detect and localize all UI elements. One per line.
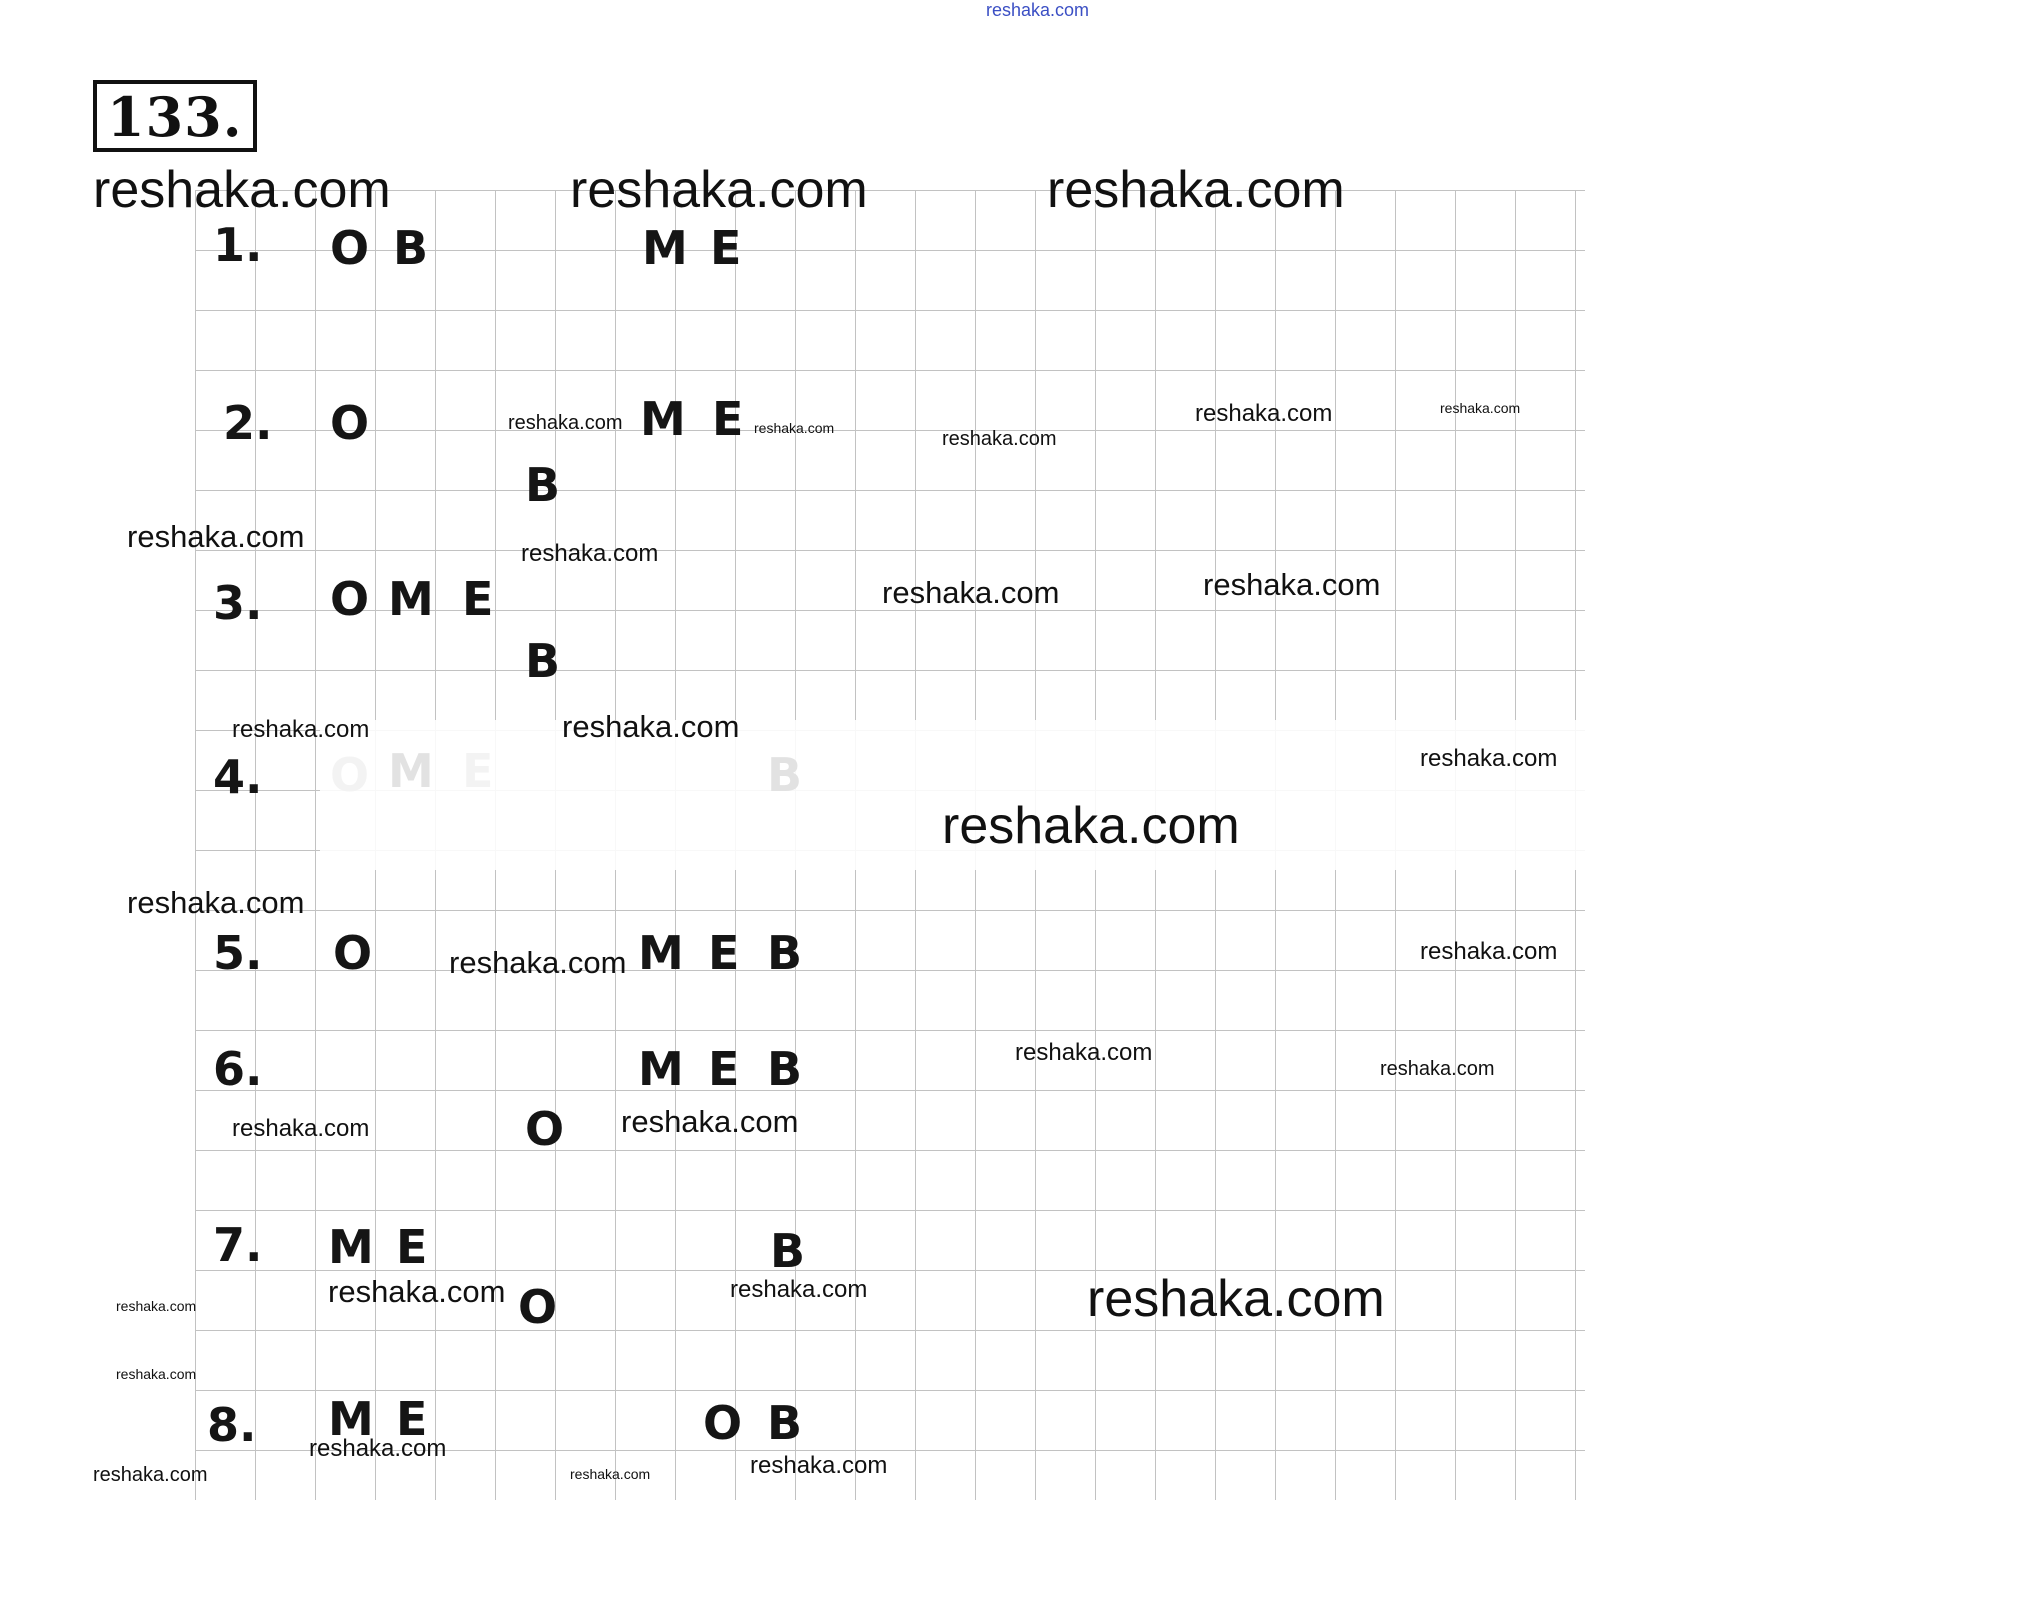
row-7-number: 7. bbox=[213, 1218, 263, 1272]
watermark: reshaka.com bbox=[449, 945, 627, 980]
watermark: reshaka.com bbox=[621, 1104, 799, 1139]
watermark: reshaka.com bbox=[508, 412, 623, 434]
row-1-letter-4: Е bbox=[710, 221, 742, 275]
row-6-letter-1: М bbox=[638, 1042, 684, 1096]
row-8-letter-1: М bbox=[328, 1392, 374, 1446]
row-1-letter-1: О bbox=[330, 221, 370, 275]
row-2-number: 2. bbox=[223, 396, 273, 450]
watermark: reshaka.com bbox=[942, 428, 1057, 450]
watermark: reshaka.com bbox=[1420, 745, 1558, 772]
watermark: reshaka.com bbox=[1047, 161, 1345, 219]
watermark: reshaka.com bbox=[93, 161, 391, 219]
watermark: reshaka.com bbox=[562, 709, 740, 744]
row-5-letter-2: М bbox=[638, 926, 684, 980]
row-4-number: 4. bbox=[213, 750, 263, 804]
watermark: reshaka.com bbox=[232, 1115, 370, 1142]
watermark: reshaka.com bbox=[1420, 938, 1558, 965]
row-3-letter-2: М bbox=[388, 572, 434, 626]
row-8-letter-3: О bbox=[703, 1396, 743, 1450]
row-3-number: 3. bbox=[213, 576, 263, 630]
row-5-number: 5. bbox=[213, 926, 263, 980]
row-1-number: 1. bbox=[213, 218, 263, 272]
watermark: reshaka.com bbox=[1015, 1039, 1153, 1066]
watermark: reshaka.com bbox=[570, 161, 868, 219]
row-2-letter-2: М bbox=[640, 392, 686, 446]
row-8-letter-2: Е bbox=[396, 1392, 428, 1446]
row-7-letter-2: Е bbox=[396, 1220, 428, 1274]
watermark: reshaka.com bbox=[232, 716, 370, 743]
watermark: reshaka.com bbox=[127, 885, 305, 920]
row-6-letter-4: О bbox=[525, 1102, 565, 1156]
watermark: reshaka.com bbox=[127, 519, 305, 554]
row-5-letter-1: О bbox=[333, 926, 373, 980]
row-3-letter-3: Е bbox=[462, 572, 494, 626]
row-6-letter-3: В bbox=[767, 1042, 803, 1096]
watermark: reshaka.com bbox=[1087, 1270, 1385, 1328]
row-6-number: 6. bbox=[213, 1042, 263, 1096]
watermark: reshaka.com bbox=[754, 420, 835, 436]
watermark: reshaka.com bbox=[116, 1298, 197, 1314]
row-1-letter-3: М bbox=[642, 221, 688, 275]
row-2-letter-1: О bbox=[330, 396, 370, 450]
row-1-letter-2: В bbox=[393, 221, 429, 275]
watermark: reshaka.com bbox=[1203, 567, 1381, 602]
top-watermark-link[interactable]: reshaka.com bbox=[986, 0, 1090, 20]
row-3-letter-1: О bbox=[330, 572, 370, 626]
row-7-letter-1: М bbox=[328, 1220, 374, 1274]
row-7-letter-3: В bbox=[770, 1224, 806, 1278]
watermark: reshaka.com bbox=[882, 575, 1060, 610]
watermark: reshaka.com bbox=[93, 1464, 208, 1486]
watermark: reshaka.com bbox=[1380, 1058, 1495, 1080]
row-2-letter-3: Е bbox=[712, 392, 744, 446]
watermark: reshaka.com bbox=[309, 1435, 447, 1462]
watermark: reshaka.com bbox=[730, 1276, 868, 1303]
row-5-letter-4: В bbox=[767, 926, 803, 980]
watermark: reshaka.com bbox=[1195, 400, 1333, 427]
row-8-number: 8. bbox=[207, 1398, 257, 1452]
row-2-letter-4: В bbox=[525, 458, 561, 512]
row-8-letter-4: В bbox=[767, 1396, 803, 1450]
row-6-letter-2: Е bbox=[708, 1042, 740, 1096]
watermark: reshaka.com bbox=[750, 1452, 888, 1479]
row-3-letter-4: В bbox=[525, 634, 561, 688]
watermark: reshaka.com bbox=[1440, 400, 1521, 416]
watermark: reshaka.com bbox=[116, 1366, 197, 1382]
task-number-box: 133. bbox=[93, 80, 257, 152]
watermark: reshaka.com bbox=[521, 540, 659, 567]
watermark: reshaka.com bbox=[942, 797, 1240, 855]
row-5-letter-3: Е bbox=[708, 926, 740, 980]
row-7-letter-4: О bbox=[518, 1280, 558, 1334]
watermark: reshaka.com bbox=[570, 1466, 651, 1482]
watermark: reshaka.com bbox=[328, 1274, 506, 1309]
